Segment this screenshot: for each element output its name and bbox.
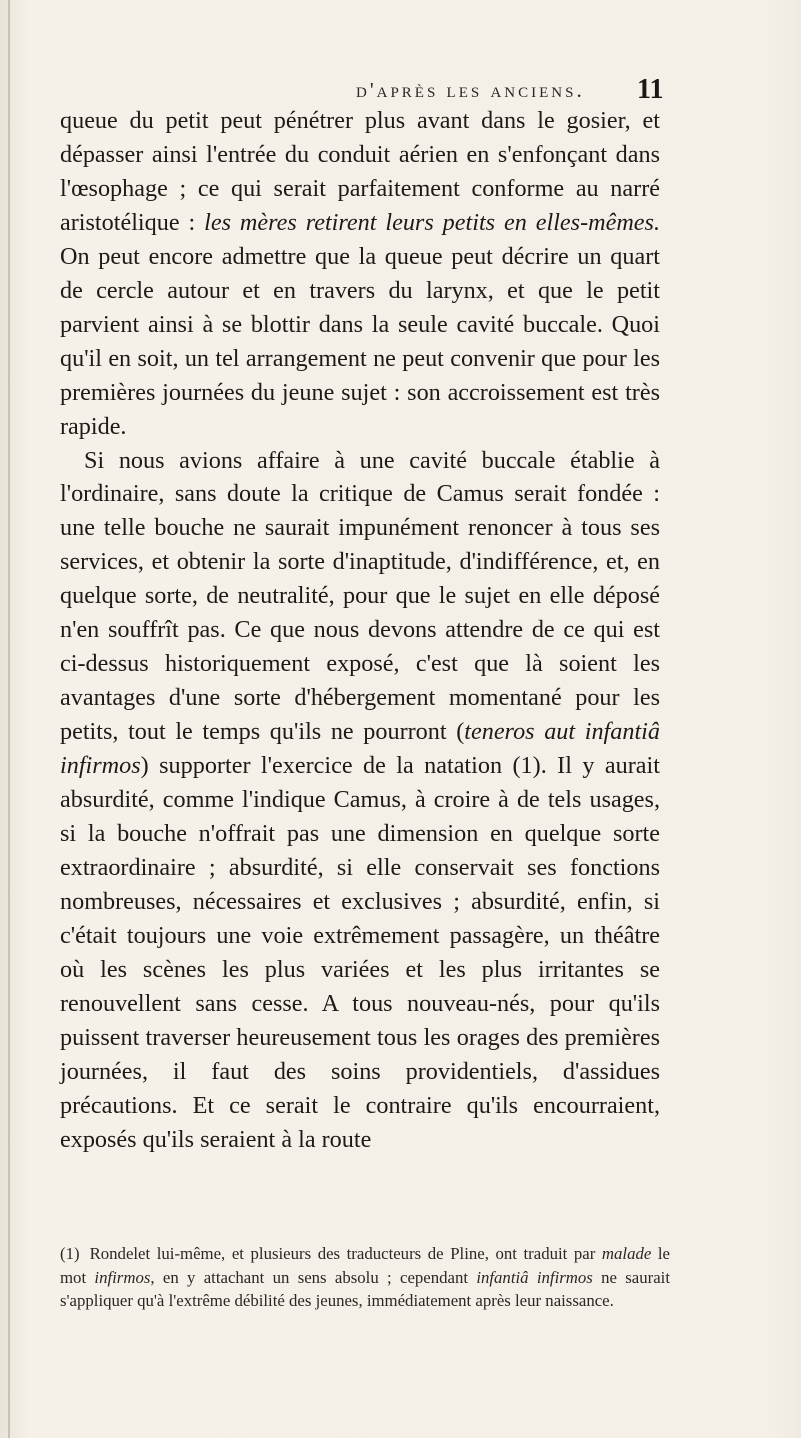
paragraph-2-text-a: Si nous avions affaire à une cavité buccale établie à l'ordinaire, sans doute la critique de Camus serait fondée : une telle bouche ne saurait impunément renoncer à tous ses services, et obtenir la sorte d'inaptitude, d'indifférence, et, en quelque sorte, de neutralité, pour que le sujet en elle déposé n'en souffrît pas. Ce que nous devons attendre de ce qui est ci-dessus historiquement exposé, c'est que là soient les avantages d'une sorte d'hébergement momentané pour les petits, tout le temps qu'ils ne pourront (	[60, 446, 660, 746]
page-number: 11	[637, 74, 664, 105]
paragraph-1-text-b: On peut encore admettre que la queue peut décrire un quart de cercle autour et en travers du larynx, et que le petit parvient ainsi à se blottir dans la seule cavité buccale. Quoi qu'il en soit, un tel arrangement ne peut convenir que pour les premières journées du jeune sujet : son accroissement est très rapide.	[60, 242, 660, 440]
footnote-1	[60, 1242, 670, 1313]
footnote-italic-malade: malade	[601, 1244, 652, 1263]
footnote-text-d: ne saurait s'appliquer qu'à l'extrême débilité des jeunes, immédiatement après leur naissance.	[60, 1267, 671, 1310]
paragraph-2-text-b: ) supporter l'exercice de la natation (1). Il y aurait absurdité, comme l'indique Camus, à croire à de tels usages, si la bouche n'offrait pas une dimension en quelque sorte extraordinaire ; absurdité, si elle conservait ses fonctions nombreuses, nécessaires et exclusives ; absurdité, enfin, si c'était toujours une voie extrêmement passagère, un théâtre où les scènes les plus variées et les plus irritantes se renouvellent sans cesse. A tous nouveau-nés, pour qu'ils puissent traverser heureusement tous les orages des premières journées, il faut des soins providentiels, d'assidues précautions. Et ce serait le contraire qu'ils encourraient, exposés qu'ils seraient à la route	[60, 752, 660, 1153]
footnote-italic-latin: infantiâ infirmos	[476, 1267, 593, 1287]
paragraph-2-italic-latin: teneros aut infantiâ infirmos	[60, 718, 660, 780]
footnote-text-b: le mot	[60, 1244, 670, 1287]
main-text	[60, 104, 660, 1157]
footnote	[60, 1242, 670, 1313]
footnote-text-c: , en y attachant un sens absolu ; cependant	[150, 1267, 477, 1287]
footnote-text-a: Rondelet lui-même, et plusieurs des traducteurs de Pline, ont traduit par	[89, 1244, 602, 1263]
paragraph-2	[60, 444, 660, 1157]
page-gutter-edge	[8, 0, 10, 1438]
paragraph-1-text-a: queue du petit peut pénétrer plus avant dans le gosier, et dépasser ainsi l'entrée du conduit aérien en s'enfonçant dans l'œsophage ; ce qui serait parfaitement conforme au narré aristotélique :	[60, 107, 660, 236]
footnote-marker: (1)	[60, 1244, 80, 1263]
footnote-italic-infirmos: infirmos	[94, 1267, 151, 1287]
running-title: d'après les anciens.	[356, 78, 585, 102]
paragraph-1	[60, 104, 660, 444]
paragraph-1-italic-quote: les mères retirent leurs petits en elles-mêmes.	[204, 208, 660, 236]
